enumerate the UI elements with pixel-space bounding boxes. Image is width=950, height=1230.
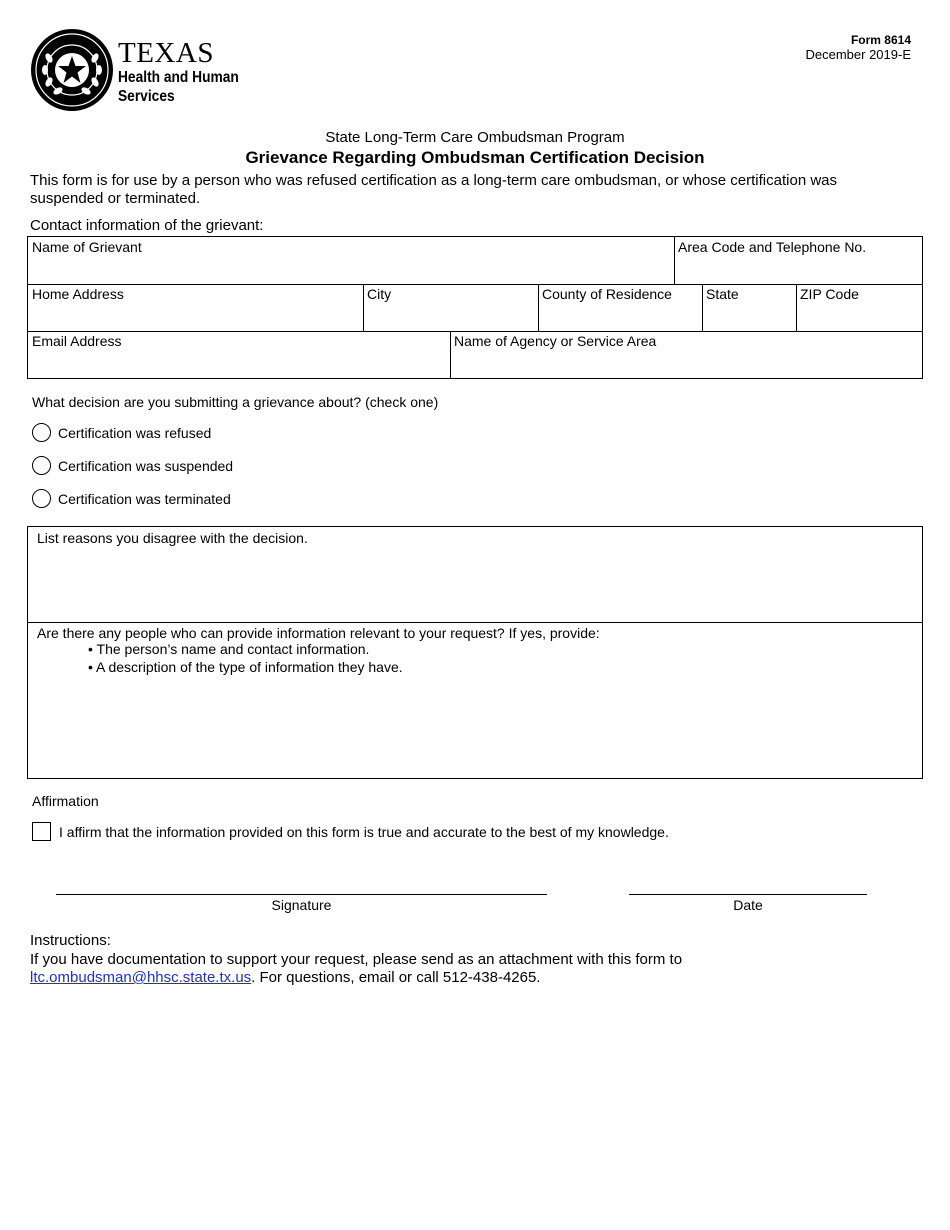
affirmation-text: I affirm that the information provided on this form is true and accurate to the best of my knowledge. (59, 823, 669, 840)
instructions-text: If you have documentation to support your request, please send as an attachment with this form to (30, 950, 683, 968)
texas-seal-icon (30, 28, 114, 112)
form-title: Grievance Regarding Ombudsman Certification Decision (245, 148, 705, 167)
intro-text: This form is for use by a person who was refused certification as a long-term care ombudsman, or whose certification was suspended or terminated. (30, 172, 838, 207)
people-label: Are there any people who can provide information relevant to your request? If yes, provide: (37, 625, 600, 641)
affirmation-row[interactable] (32, 822, 669, 841)
logo-texas: TEXAS (118, 37, 214, 69)
phone-field-label: Area Code and Telephone No. (678, 239, 867, 255)
agency-field[interactable] (450, 331, 923, 379)
logo-hhs-line1: Health and Human (118, 69, 239, 86)
contact-grid (27, 236, 923, 379)
email-field-label: Email Address (32, 333, 122, 349)
people-textarea[interactable] (28, 679, 922, 778)
reasons-box (27, 526, 923, 779)
date-line[interactable] (629, 894, 867, 895)
box-divider (28, 622, 922, 623)
form-date: December 2019-E (805, 47, 911, 62)
contact-label: Contact information of the grievant: (30, 217, 264, 234)
signature-label: Signature (271, 897, 332, 913)
city-field[interactable] (363, 284, 538, 331)
name-field-label: Name of Grievant (32, 239, 142, 255)
affirmation-checkbox[interactable] (32, 822, 51, 841)
county-field[interactable] (538, 284, 702, 331)
agency-field-label: Name of Agency or Service Area (454, 333, 657, 349)
county-field-label: County of Residence (542, 286, 672, 302)
date-label: Date (733, 897, 763, 913)
radio-refused[interactable] (32, 423, 51, 442)
form-number: Form 8614 (850, 33, 911, 47)
email-field[interactable] (28, 331, 450, 379)
zip-field-label: ZIP Code (800, 286, 859, 302)
reasons-label: List reasons you disagree with the decision. (37, 530, 308, 546)
option-terminated[interactable] (32, 489, 231, 508)
email-link[interactable]: ltc.ombudsman@hhsc.state.tx.us (30, 969, 252, 986)
city-field-label: City (367, 286, 392, 302)
option-suspended[interactable] (32, 456, 233, 475)
address-field-label: Home Address (32, 286, 124, 302)
option-refused-label: Certification was refused (58, 424, 212, 441)
instructions-heading: Instructions: (30, 932, 111, 949)
state-field-label: State (706, 286, 739, 302)
phone-field[interactable] (674, 237, 923, 284)
program-name: State Long-Term Care Ombudsman Program (325, 129, 625, 146)
name-field[interactable] (28, 237, 674, 284)
state-field[interactable] (702, 284, 796, 331)
option-refused[interactable] (32, 423, 211, 442)
affirmation-title: Affirmation (32, 793, 99, 809)
option-terminated-label: Certification was terminated (58, 490, 231, 507)
hhs-logo (30, 28, 260, 114)
logo-hhs-line2: Services (118, 88, 175, 105)
radio-suspended[interactable] (32, 456, 51, 475)
people-bullet-2: • A description of the type of information they have. (88, 659, 403, 675)
reasons-textarea[interactable] (28, 527, 922, 622)
address-field[interactable] (28, 284, 363, 331)
radio-terminated[interactable] (32, 489, 51, 508)
signature-line[interactable] (56, 894, 547, 895)
option-suspended-label: Certification was suspended (58, 457, 234, 474)
zip-field[interactable] (796, 284, 923, 331)
instructions-text-after: . For questions, email or call 512-438-4265. (251, 969, 541, 986)
people-bullet-1: • The person’s name and contact information. (88, 641, 370, 657)
decision-question: What decision are you submitting a grievance about? (check one) (32, 394, 439, 410)
instructions (30, 932, 920, 988)
